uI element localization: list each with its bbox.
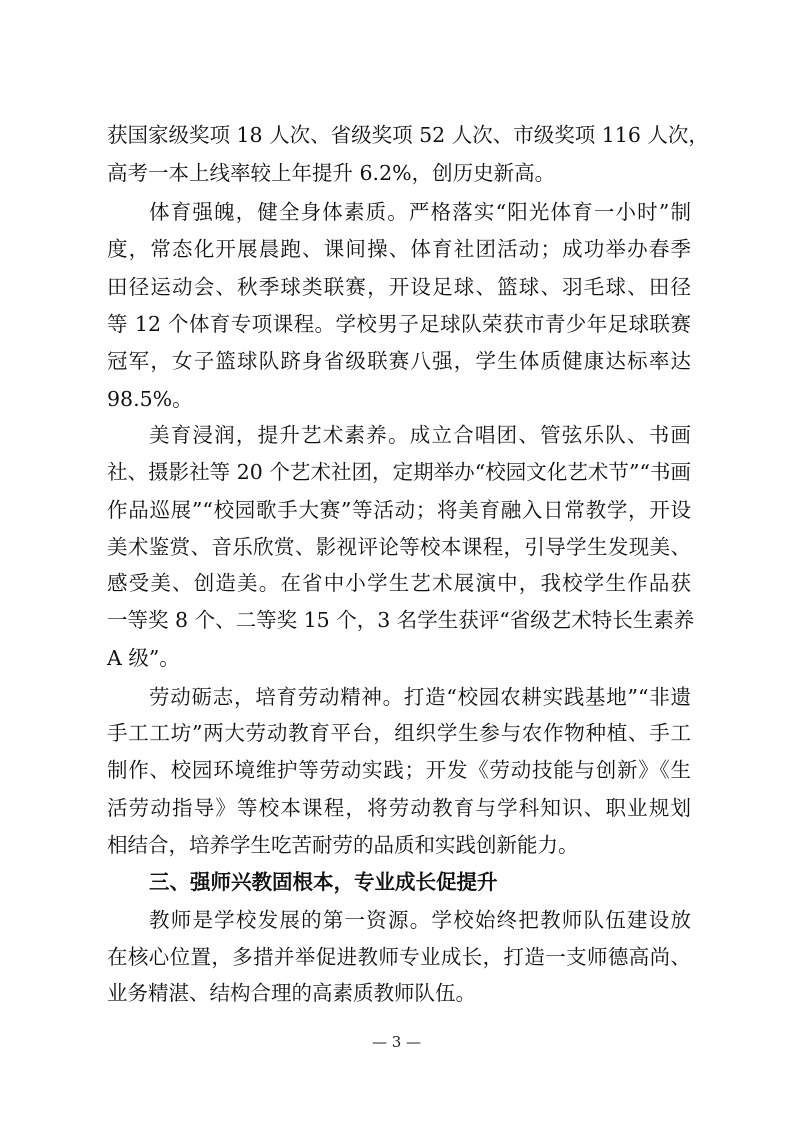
text-line: 业务精湛、结构合理的高素质教师队伍。 — [107, 981, 476, 1005]
page-number: — 3 — — [371, 1033, 422, 1051]
text-line: 感受美、创造美。在省中小学生艺术展演中，我校学生作品获 — [107, 571, 691, 595]
text-line: 作品巡展”“校园歌手大赛”等活动；将美育融入日常教学，开设 — [107, 498, 691, 522]
text-line: 高考一本上线率较上年提升 6.2%，创历史新高。 — [107, 161, 556, 185]
paragraph-teachers-start: 教师是学校发展的第一资源。学校始终把教师队伍建设放 — [149, 908, 691, 932]
text-line: 在核心位置，多措并举促进教师专业成长，打造一支师德高尚、 — [107, 945, 691, 969]
text-line: 相结合，培养学生吃苦耐劳的品质和实践创新能力。 — [107, 833, 579, 857]
text-line: 活劳动指导》等校本课程，将劳动教育与学科知识、职业规划 — [107, 796, 691, 820]
text-line: 98.5%。 — [107, 387, 193, 411]
text-line: 制作、校园环境维护等劳动实践；开发《劳动技能与创新》《生 — [107, 758, 691, 782]
text-line: 度，常态化开展晨跑、课间操、体育社团活动；成功举办春季 — [107, 237, 691, 261]
text-line: A 级”。 — [107, 646, 180, 670]
text-line: 社、摄影社等 20 个艺术社团，定期举办“校园文化艺术节”“书画 — [107, 460, 691, 484]
text-line: 获国家级奖项 18 人次、省级奖项 52 人次、市级奖项 116 人次， — [107, 123, 709, 147]
text-line: 手工工坊”两大劳动教育平台，组织学生参与农作物种植、手工 — [107, 721, 691, 745]
text-line: 一等奖 8 个、二等奖 15 个，3 名学生获评“省级艺术特长生素养 — [107, 608, 695, 632]
text-line: 冠军，女子篮球队跻身省级联赛八强，学生体质健康达标率达 — [107, 349, 691, 373]
text-line: 等 12 个体育专项课程。学校男子足球队荣获市青少年足球联赛 — [107, 312, 691, 336]
text-line: 田径运动会、秋季球类联赛，开设足球、篮球、羽毛球、田径 — [107, 275, 691, 299]
paragraph-labor-start: 劳动砺志，培育劳动精神。打造“校园农耕实践基地”“非遗 — [149, 685, 691, 709]
paragraph-arts-start: 美育浸润，提升艺术素养。成立合唱团、管弦乐队、书画 — [149, 423, 691, 447]
paragraph-sports-start: 体育强魄，健全身体素质。严格落实“阳光体育一小时”制 — [149, 200, 691, 224]
text-line: 美术鉴赏、音乐欣赏、影视评论等校本课程，引导学生发现美、 — [107, 535, 691, 559]
section-heading: 三、强师兴教固根本，专业成长促提升 — [149, 870, 498, 894]
